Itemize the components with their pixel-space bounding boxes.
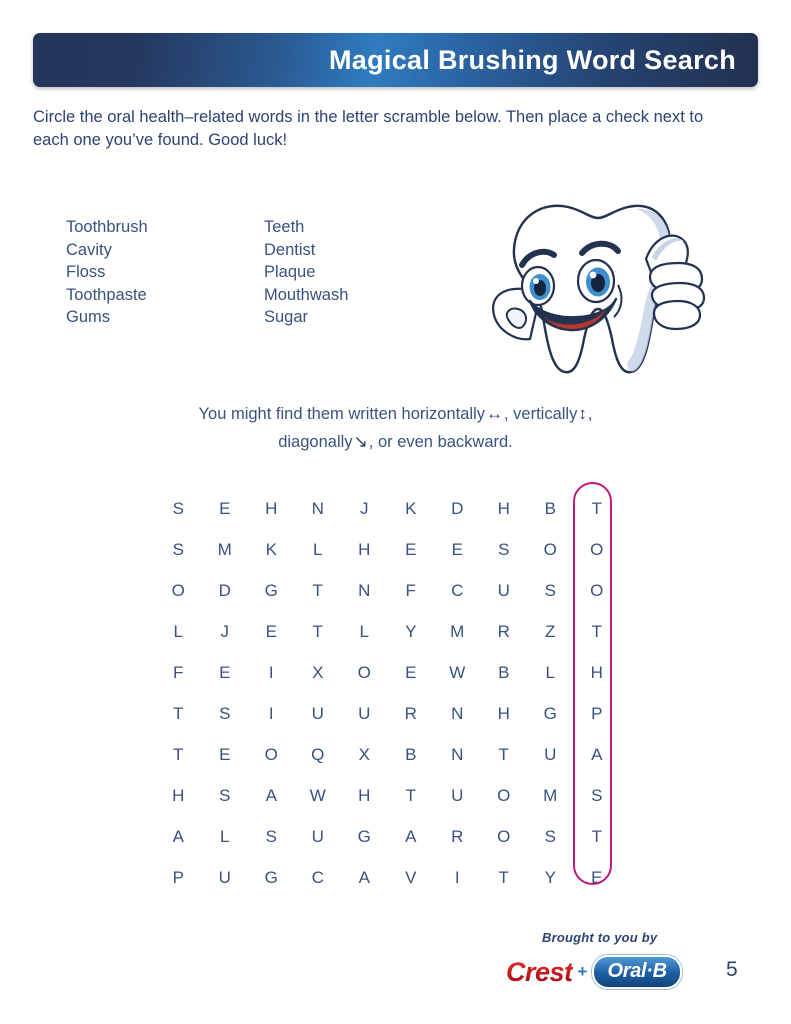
grid-cell[interactable]: X — [358, 744, 370, 764]
grid-cell[interactable]: D — [451, 498, 464, 518]
grid-cell[interactable]: E — [405, 539, 417, 559]
grid-cell[interactable]: O — [497, 785, 511, 805]
grid-cell[interactable]: L — [545, 662, 555, 682]
grid-cell[interactable]: U — [358, 703, 371, 723]
word-list-item[interactable]: Cavity — [66, 240, 112, 259]
grid-cell[interactable]: R — [451, 826, 464, 846]
grid-cell[interactable]: H — [358, 785, 371, 805]
grid-cell[interactable]: B — [405, 744, 417, 764]
grid-cell[interactable]: Y — [544, 867, 556, 887]
word-list-item[interactable]: Toothbrush — [66, 218, 148, 236]
grid-cell[interactable]: S — [172, 539, 184, 559]
grid-cell[interactable]: B — [544, 498, 556, 518]
word-list-item[interactable]: Mouthwash — [264, 285, 349, 304]
grid-cell[interactable]: B — [498, 662, 510, 682]
grid-cell[interactable]: L — [173, 621, 183, 641]
word-search-grid[interactable] — [155, 488, 620, 898]
grid-cell[interactable]: K — [265, 539, 277, 559]
grid-cell[interactable]: O — [264, 744, 278, 764]
grid-cell[interactable]: M — [543, 785, 558, 805]
grid-cell[interactable]: D — [218, 580, 231, 600]
grid-cell[interactable]: M — [450, 621, 465, 641]
grid-cell[interactable]: X — [312, 662, 324, 682]
grid-cell[interactable]: T — [591, 621, 602, 641]
grid-cell[interactable]: T — [498, 867, 509, 887]
grid-cell[interactable]: T — [173, 703, 184, 723]
grid-cell[interactable]: O — [590, 539, 604, 559]
grid-cell[interactable]: R — [497, 621, 510, 641]
word-list-column-1 — [66, 216, 264, 329]
grid-cell[interactable]: S — [219, 703, 231, 723]
grid-cell[interactable]: A — [265, 785, 277, 805]
grid-cell[interactable]: T — [312, 580, 323, 600]
grid-cell[interactable]: T — [498, 744, 509, 764]
grid-cell[interactable]: N — [451, 744, 464, 764]
instructions-text: Circle the oral health–related words in the letter scramble below. Then place a check next to each one you’ve found. Good luck! — [33, 108, 704, 149]
vertical-arrow-icon: ↕ — [578, 404, 587, 423]
grid-cell[interactable]: G — [264, 580, 278, 600]
grid-cell[interactable]: N — [451, 703, 464, 723]
grid-cell[interactable]: U — [544, 744, 557, 764]
grid-cell[interactable]: S — [498, 539, 510, 559]
sponsor-logos — [506, 955, 682, 989]
grid-cell[interactable]: L — [313, 539, 323, 559]
grid-cell[interactable]: G — [264, 867, 278, 887]
grid-cell[interactable]: O — [543, 539, 557, 559]
grid-cell[interactable]: Q — [311, 744, 325, 764]
grid-cell[interactable]: C — [311, 867, 324, 887]
word-list-item[interactable]: Plaque — [264, 263, 316, 281]
grid-cell[interactable]: J — [360, 498, 369, 518]
grid-cell[interactable]: M — [217, 539, 232, 559]
direction-hint — [0, 400, 791, 456]
grid-cell[interactable]: E — [451, 539, 463, 559]
oral-b-logo: Oral·B — [592, 955, 681, 989]
hint-line2-part2: , or even backward. — [368, 433, 513, 451]
grid-cell[interactable]: H — [358, 539, 371, 559]
word-search-grid-container — [155, 488, 615, 888]
grid-cell[interactable]: S — [544, 580, 556, 600]
crest-logo: Crest — [506, 956, 573, 987]
word-list-column-2 — [264, 216, 348, 329]
grid-cell[interactable]: F — [405, 580, 416, 600]
hint-line2-part1: diagonally — [278, 433, 353, 451]
grid-cell[interactable]: T — [405, 785, 416, 805]
grid-cell[interactable]: A — [358, 867, 370, 887]
grid-cell[interactable]: I — [268, 662, 274, 682]
grid-cell[interactable]: W — [449, 662, 466, 682]
grid-cell[interactable]: J — [220, 621, 229, 641]
grid-cell[interactable]: T — [591, 498, 602, 518]
grid-cell[interactable]: U — [451, 785, 464, 805]
grid-cell[interactable]: E — [405, 662, 417, 682]
hint-line1-part1: You might find them written horizontally — [198, 405, 485, 423]
grid-cell[interactable]: U — [311, 826, 324, 846]
grid-cell[interactable]: O — [590, 580, 604, 600]
grid-cell[interactable]: H — [497, 703, 510, 723]
page-header-banner — [33, 33, 758, 87]
grid-cell[interactable]: G — [357, 826, 371, 846]
grid-cell[interactable]: S — [219, 785, 231, 805]
grid-cell[interactable]: S — [591, 785, 603, 805]
grid-cell[interactable]: V — [405, 867, 417, 887]
grid-cell[interactable]: H — [590, 662, 603, 682]
hint-line1-part2: , vertically — [504, 405, 578, 423]
horizontal-arrow-icon: ↔ — [486, 404, 503, 423]
word-list-item[interactable]: Sugar — [264, 308, 309, 326]
grid-cell[interactable]: S — [544, 826, 556, 846]
grid-cell[interactable]: N — [358, 580, 371, 600]
grid-cell[interactable]: E — [591, 867, 603, 887]
grid-cell[interactable]: T — [312, 621, 323, 641]
plus-icon: + — [577, 962, 588, 981]
grid-cell[interactable]: I — [268, 703, 274, 723]
grid-cell[interactable]: A — [172, 826, 184, 846]
grid-cell[interactable]: U — [497, 580, 510, 600]
grid-cell[interactable]: O — [497, 826, 511, 846]
diagonal-arrow-icon: ↘ — [353, 432, 368, 451]
grid-cell[interactable]: Z — [545, 621, 556, 641]
grid-cell[interactable]: A — [405, 826, 417, 846]
grid-cell[interactable]: L — [220, 826, 230, 846]
grid-cell[interactable]: E — [219, 498, 231, 518]
grid-cell[interactable]: E — [219, 744, 231, 764]
grid-cell[interactable]: H — [172, 785, 185, 805]
word-list-item[interactable]: Teeth — [264, 218, 305, 236]
grid-cell[interactable]: R — [404, 703, 417, 723]
grid-cell[interactable]: N — [311, 498, 324, 518]
grid-cell[interactable]: P — [591, 703, 603, 723]
grid-cell[interactable]: T — [591, 826, 602, 846]
grid-cell[interactable]: O — [171, 580, 185, 600]
word-list-item[interactable]: Gums — [66, 308, 111, 326]
grid-cell[interactable]: P — [172, 867, 184, 887]
grid-cell[interactable]: L — [359, 621, 369, 641]
grid-cell[interactable]: S — [172, 498, 184, 518]
grid-cell[interactable]: I — [454, 867, 460, 887]
grid-cell[interactable]: E — [219, 662, 231, 682]
grid-cell[interactable]: C — [451, 580, 464, 600]
grid-cell[interactable]: Y — [405, 621, 417, 641]
grid-cell[interactable]: T — [173, 744, 184, 764]
hint-line1-part3: , — [587, 405, 593, 423]
word-list-item[interactable]: Toothpaste — [66, 285, 147, 304]
grid-cell[interactable]: A — [591, 744, 603, 764]
grid-cell[interactable]: E — [265, 621, 277, 641]
grid-cell[interactable]: H — [497, 498, 510, 518]
grid-cell[interactable]: O — [357, 662, 371, 682]
grid-cell[interactable]: W — [309, 785, 326, 805]
word-list-item[interactable]: Floss — [66, 263, 106, 281]
word-list-item[interactable]: Dentist — [264, 240, 316, 259]
tooth-mascot-icon — [486, 193, 708, 379]
grid-cell[interactable]: G — [543, 703, 557, 723]
brought-to-you-by-label: Brought to you by — [542, 930, 658, 945]
grid-cell[interactable]: F — [173, 662, 184, 682]
page-title: Magical Brushing Word Search — [329, 44, 736, 75]
grid-cell[interactable]: U — [311, 703, 324, 723]
footer — [500, 930, 790, 1010]
page-number: 5 — [726, 958, 738, 981]
grid-cell[interactable]: H — [265, 498, 278, 518]
grid-cell[interactable]: U — [218, 867, 231, 887]
grid-cell[interactable]: S — [265, 826, 277, 846]
grid-cell[interactable]: K — [405, 498, 417, 518]
word-list — [66, 216, 348, 329]
